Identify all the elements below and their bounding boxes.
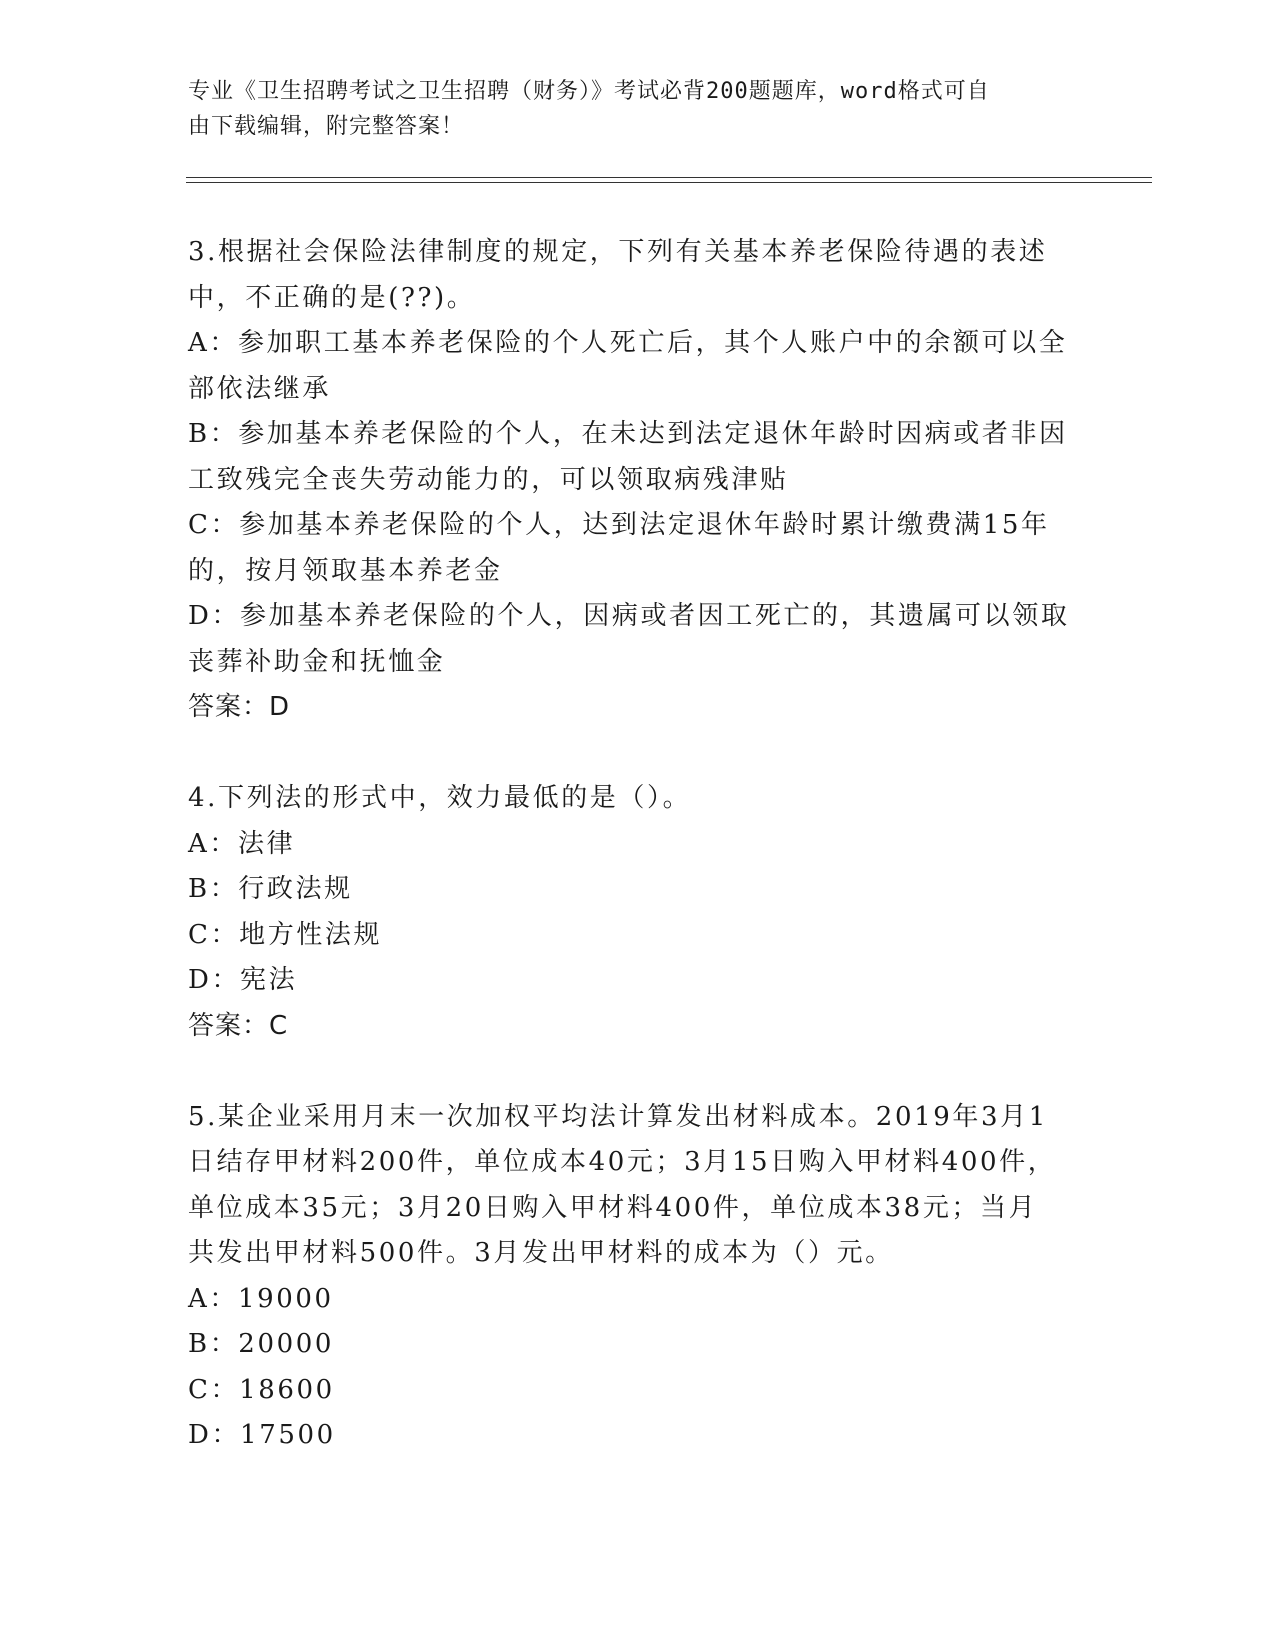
question-list <box>188 230 1078 1459</box>
option-b-line: B：行政法规 <box>188 874 353 904</box>
question-stem-line: 日结存甲材料200件，单位成本40元；3月15日购入甲材料400件， <box>188 1147 1057 1177</box>
answer-label: 答案：D <box>188 692 291 722</box>
option-b-line: B：参加基本养老保险的个人，在未达到法定退休年龄时因病或者非因 <box>188 419 1068 449</box>
question-stem-line: 单位成本35元；3月20日购入甲材料400件，单位成本38元；当月 <box>188 1192 1038 1223</box>
option-b-line: 工致残完全丧失劳动能力的，可以领取病残津贴 <box>188 464 789 495</box>
option-a-line: A：法律 <box>188 828 296 859</box>
answer-label: 答案：C <box>188 1010 289 1041</box>
option-c-line: C：18600 <box>188 1374 335 1405</box>
question-stem-line: 共发出甲材料500件。3月发出甲材料的成本为（）元。 <box>188 1238 894 1268</box>
option-a-line: A：19000 <box>188 1283 334 1314</box>
question-stem-line: 5.某企业采用月末一次加权平均法计算发出材料成本。2019年3月1 <box>188 1101 1048 1132</box>
option-c-line: C：地方性法规 <box>188 919 383 950</box>
header-line-2: 由下载编辑，附完整答案！ <box>188 114 465 139</box>
question-4 <box>188 776 1078 1049</box>
option-d-line: 丧葬补助金和抚恤金 <box>188 646 446 677</box>
option-b-line: B：20000 <box>188 1329 335 1359</box>
option-c-line: 的，按月领取基本养老金 <box>188 555 503 586</box>
option-a-line: A：参加职工基本养老保险的个人死亡后，其个人账户中的余额可以全 <box>188 328 1068 358</box>
question-stem-line: 3.根据社会保险法律制度的规定，下列有关基本养老保险待遇的表述 <box>188 237 1048 267</box>
document-header <box>188 74 1068 144</box>
question-stem-line: 中，不正确的是(??)。 <box>188 282 476 313</box>
option-c-line: C：参加基本养老保险的个人，达到法定退休年龄时累计缴费满15年 <box>188 510 1050 540</box>
header-divider-top <box>186 177 1152 178</box>
header-divider-bottom <box>186 182 1152 183</box>
question-5 <box>188 1095 1078 1459</box>
option-d-line: D：宪法 <box>188 965 298 995</box>
question-stem-line: 4.下列法的形式中，效力最低的是（）。 <box>188 783 692 813</box>
option-d-line: D：参加基本养老保险的个人，因病或者因工死亡的，其遗属可以领取 <box>188 601 1070 631</box>
header-line-1: 专业《卫生招聘考试之卫生招聘（财务）》考试必背200题题库，word格式可自 <box>188 79 990 104</box>
option-a-line: 部依法继承 <box>188 373 332 404</box>
question-3 <box>188 230 1078 731</box>
option-d-line: D：17500 <box>188 1420 336 1450</box>
